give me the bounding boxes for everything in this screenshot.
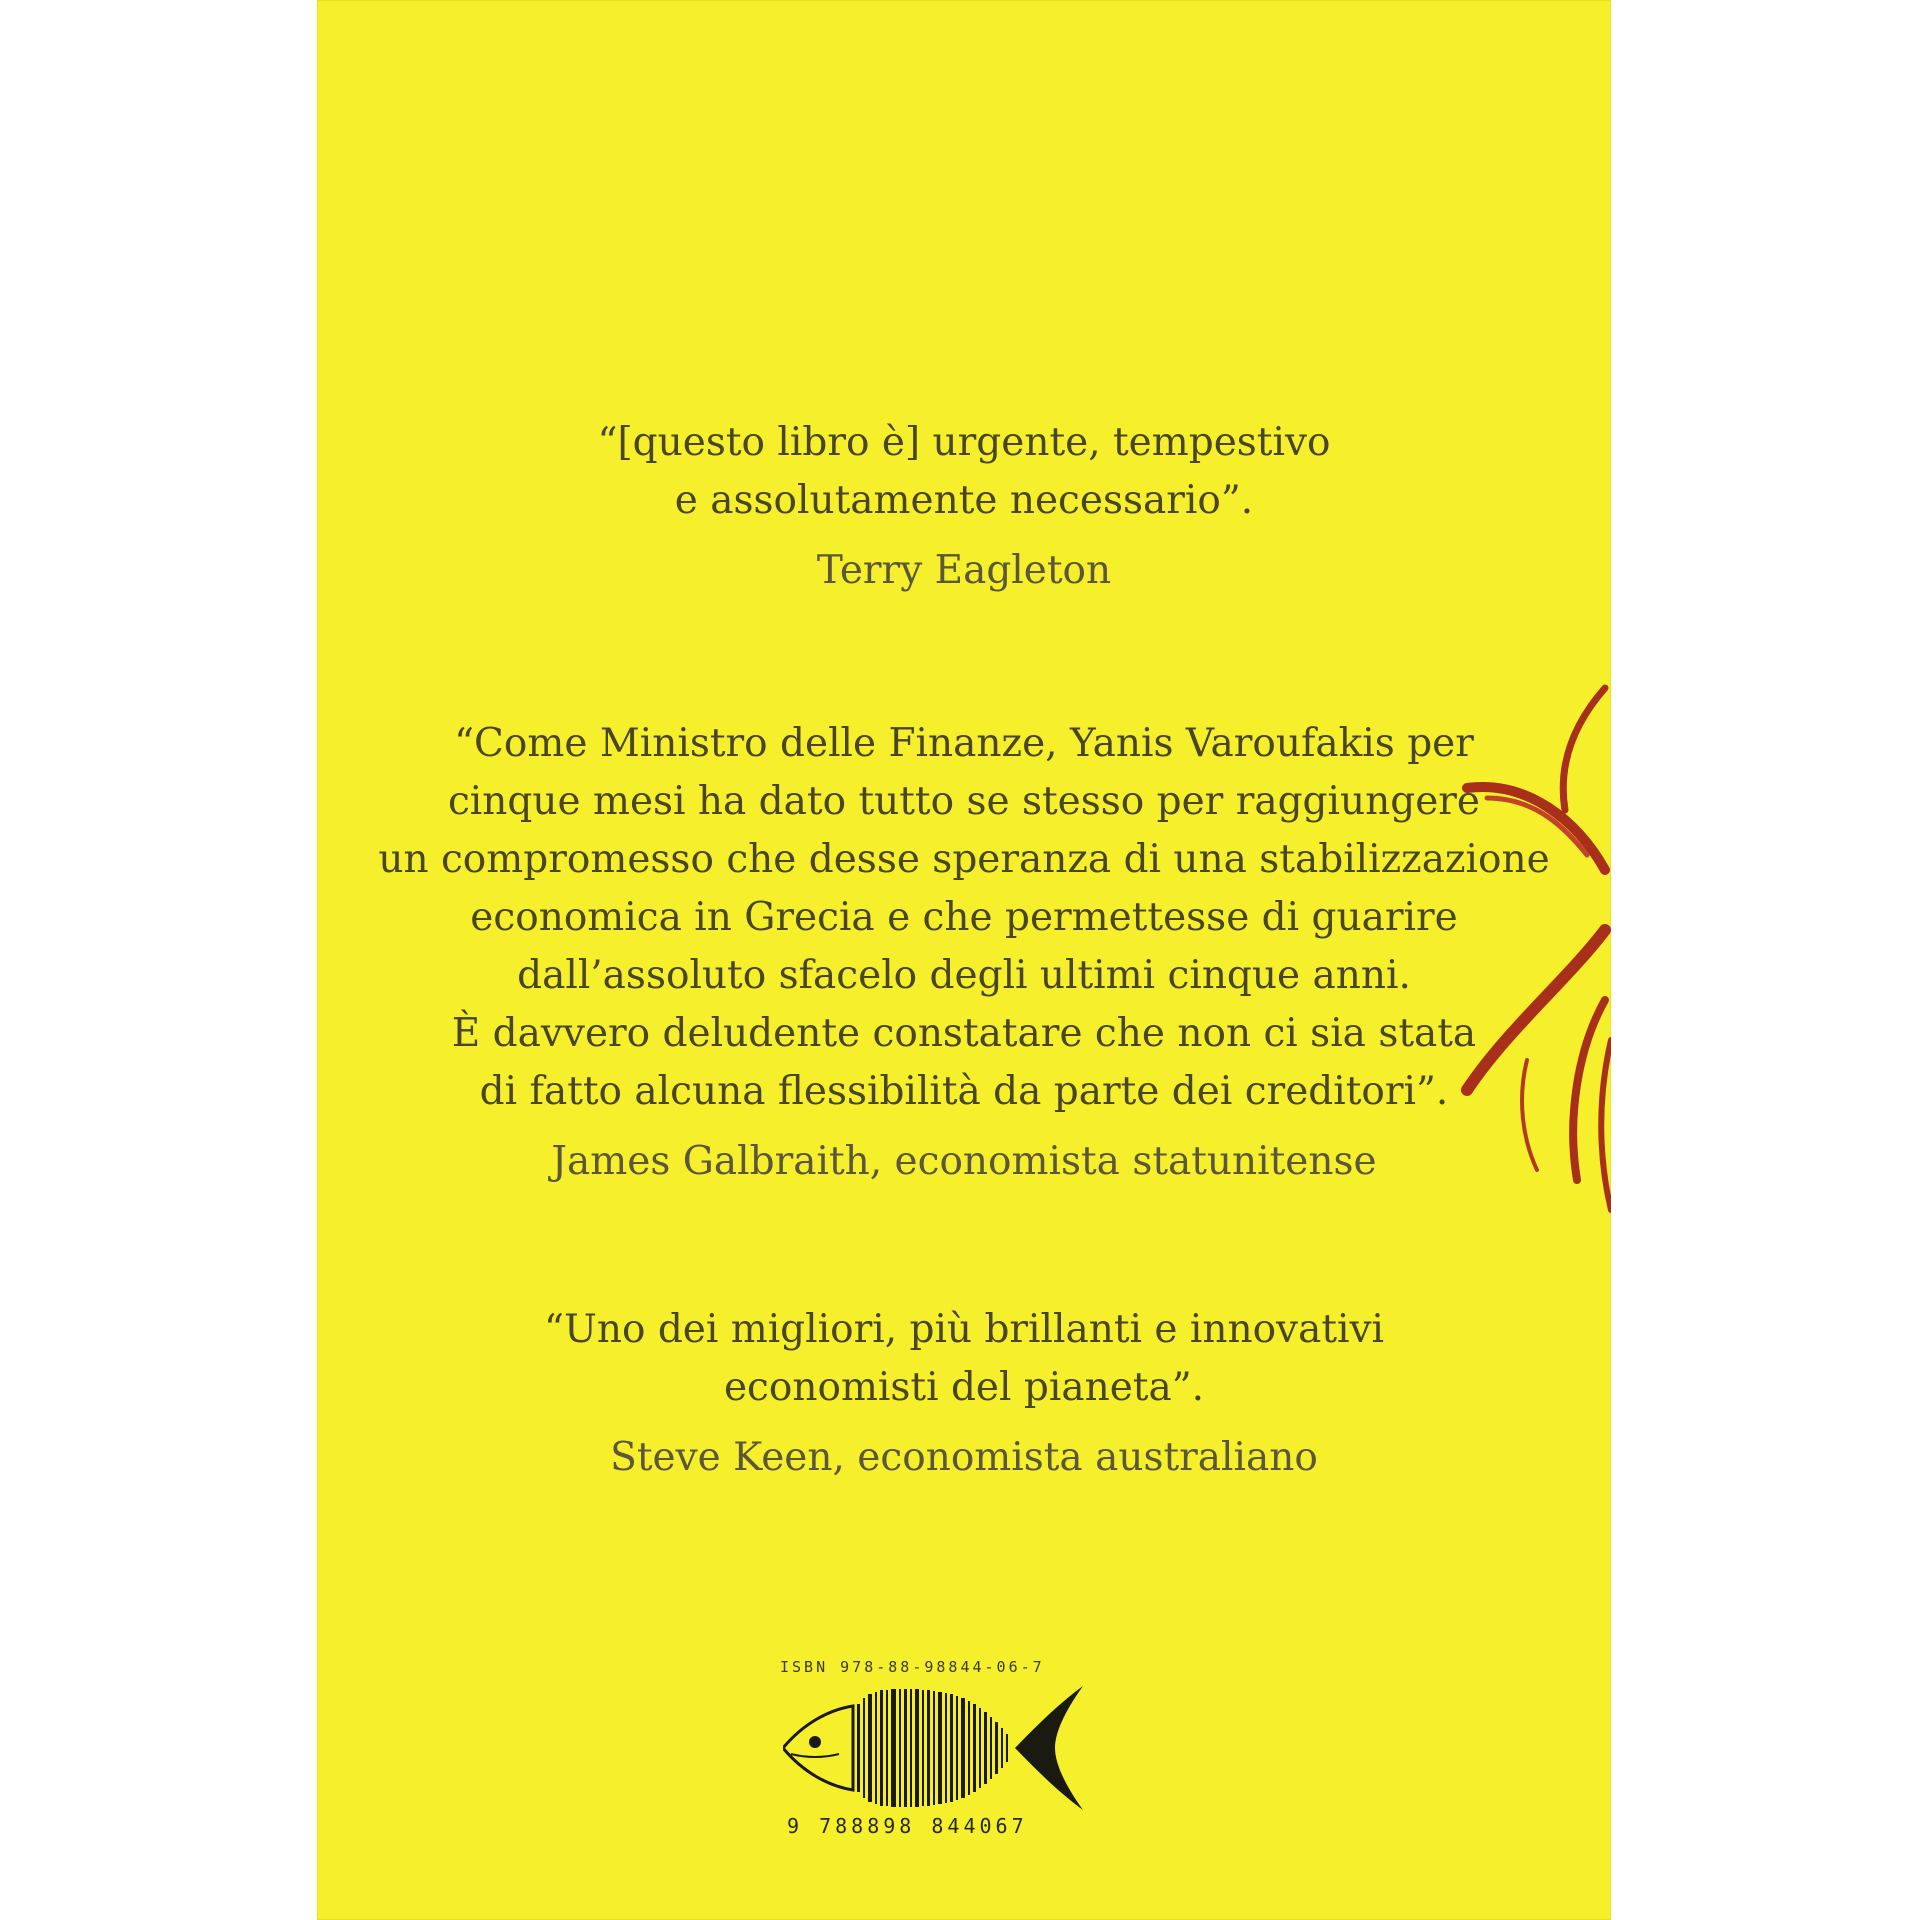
- quote-line: dall’assoluto sfacelo degli ultimi cinque anni.: [517, 953, 1411, 998]
- quote-line: “Uno dei migliori, più brillanti e innovativi: [544, 1307, 1384, 1352]
- barcode-number: 9 788898 844067: [787, 1814, 1028, 1838]
- quote-line: “Come Ministro delle Finanze, Yanis Varoufakis per: [454, 721, 1474, 766]
- isbn-text: ISBN 978-88-98844-06-7: [780, 1658, 1045, 1676]
- quote-line: economica in Grecia e che permettesse di guarire: [470, 895, 1458, 940]
- quote-line: È davvero deludente constatare che non ci sia stata: [451, 1011, 1477, 1056]
- fish-barcode-icon: [783, 1684, 1103, 1812]
- leaf-ornament-icon: [1427, 680, 1611, 1240]
- quote-author: James Galbraith, economista statunitense: [551, 1139, 1377, 1184]
- quote-line: e assolutamente necessario”.: [674, 478, 1254, 523]
- quote-line: un compromesso che desse speranza di una stabilizzazione: [378, 837, 1550, 882]
- quote-author: Steve Keen, economista australiano: [610, 1435, 1318, 1480]
- blurb-galbraith: [317, 715, 1611, 1191]
- quote-line: cinque mesi ha dato tutto se stesso per raggiungere: [447, 779, 1481, 824]
- blurb-keen: [317, 1301, 1611, 1487]
- quote-line: di fatto alcuna flessibilità da parte dei creditori”.: [479, 1069, 1449, 1114]
- quote-line: economisti del pianeta”.: [723, 1365, 1205, 1410]
- blurb-eagleton: [317, 414, 1611, 600]
- book-back-cover: [317, 0, 1611, 1920]
- quote-line: “[questo libro è] urgente, tempestivo: [597, 420, 1331, 465]
- quote-author: Terry Eagleton: [816, 548, 1112, 593]
